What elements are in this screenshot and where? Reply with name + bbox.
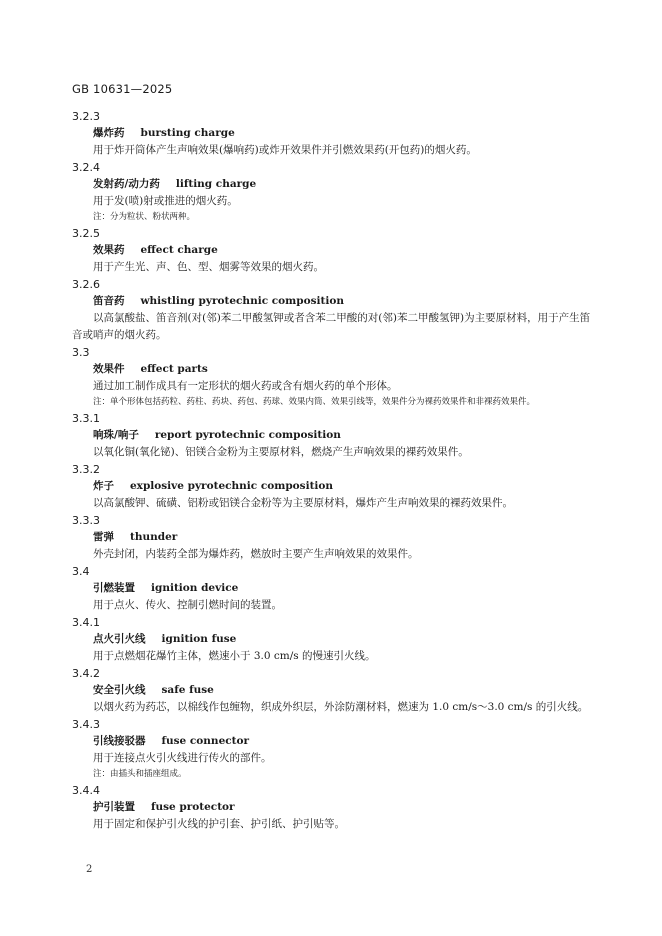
clause-number: 3.3 [72, 346, 90, 359]
term-note: 注：单个形体包括药粒、药柱、药块、药包、药球、效果内筒、效果引线等，效果件分为裸药效果件和非裸药效果件。 [93, 397, 536, 407]
clause-number: 3.4 [72, 565, 90, 578]
term-heading [72, 682, 592, 699]
clause-number: 3.3.3 [72, 514, 100, 527]
term-entry [72, 665, 592, 716]
term-chinese: 安全引火线 [93, 684, 146, 696]
term-heading [72, 427, 592, 444]
term-chinese: 雷弹 [93, 531, 114, 543]
term-english: ignition device [151, 582, 239, 594]
term-chinese: 笛音药 [93, 295, 125, 307]
term-entry [72, 512, 592, 563]
term-heading [72, 361, 592, 378]
term-heading [72, 580, 592, 597]
clause-number: 3.2.4 [72, 161, 100, 174]
term-note: 注：由插头和插座组成。 [93, 769, 187, 779]
term-chinese: 护引装置 [93, 801, 135, 813]
term-english: bursting charge [140, 127, 235, 139]
term-chinese: 发射药/动力药 [93, 178, 160, 190]
term-english: effect charge [140, 244, 218, 256]
term-english: ignition fuse [161, 633, 237, 645]
term-definition: 用于发(喷)射或推进的烟火药。 [93, 195, 238, 207]
clause-number: 3.4.1 [72, 616, 100, 629]
clause-number: 3.4.3 [72, 718, 100, 731]
term-chinese: 效果药 [93, 244, 125, 256]
term-english: lifting charge [175, 178, 257, 190]
term-chinese: 引线接驳器 [93, 735, 146, 747]
term-heading [72, 733, 592, 750]
term-entry [72, 159, 592, 225]
term-entry [72, 344, 592, 410]
term-entry [72, 225, 592, 276]
term-heading [72, 799, 592, 816]
clause-number: 3.3.1 [72, 412, 100, 425]
term-english: fuse protector [151, 801, 235, 813]
term-entry [72, 782, 592, 833]
term-entry [72, 614, 592, 665]
clause-number: 3.2.6 [72, 278, 100, 291]
term-english: safe fuse [161, 684, 214, 696]
term-definition: 用于产生光、声、色、型、烟雾等效果的烟火药。 [93, 261, 324, 273]
term-chinese: 炸子 [93, 480, 114, 492]
term-heading [72, 293, 592, 310]
term-definition: 用于点火、传火、控制引燃时间的装置。 [93, 599, 282, 611]
term-heading [72, 631, 592, 648]
term-heading [72, 529, 592, 546]
term-english: explosive pyrotechnic composition [130, 480, 334, 492]
term-heading [72, 125, 592, 142]
term-chinese: 点火引火线 [93, 633, 146, 645]
term-entry [72, 276, 592, 344]
term-definition: 以氧化铜(氧化铋)、铝镁合金粉为主要原材料，燃烧产生声响效果的裸药效果件。 [93, 446, 469, 458]
term-definition: 用于点燃烟花爆竹主体，燃速小于 3.0 cm/s 的慢速引火线。 [93, 650, 376, 662]
term-chinese: 爆炸药 [93, 127, 125, 139]
term-definition: 用于固定和保护引火线的护引套、护引纸、护引贴等。 [93, 818, 345, 830]
term-chinese: 响珠/响子 [93, 429, 139, 441]
term-english: effect parts [140, 363, 208, 375]
term-english: thunder [130, 531, 178, 543]
term-heading [72, 478, 592, 495]
term-definition: 通过加工制作成具有一定形状的烟火药或含有烟火药的单个形体。 [93, 380, 398, 392]
term-definition: 以高氯酸钾、硫磺、铝粉或铝镁合金粉等为主要原材料，爆炸产生声响效果的裸药效果件。 [93, 497, 513, 509]
term-definition: 以烟火药为药芯，以棉线作包缠物，织成外织层，外涂防潮材料，燃速为 1.0 cm/s～3.0 cm/s 的引火线。 [93, 701, 589, 713]
clause-number: 3.3.2 [72, 463, 100, 476]
clause-number: 3.4.2 [72, 667, 100, 680]
term-definition: 以高氯酸盐、笛音剂(对(邻)苯二甲酸氢钾或者含苯二甲酸的对(邻)苯二甲酸氢钾)为主要原材料，用于产生笛音或哨声的烟火药。 [72, 312, 591, 341]
term-entry [72, 716, 592, 782]
clause-number: 3.2.3 [72, 110, 100, 123]
term-heading [72, 242, 592, 259]
terms-list [72, 108, 592, 833]
term-note: 注：分为粒状、粉状两种。 [93, 212, 196, 222]
standard-header: GB 10631—2025 [72, 82, 173, 96]
page-number: 2 [86, 864, 93, 875]
term-heading [72, 176, 592, 193]
term-chinese: 引燃装置 [93, 582, 135, 594]
term-chinese: 效果件 [93, 363, 125, 375]
clause-number: 3.2.5 [72, 227, 100, 240]
term-definition: 用于连接点火引火线进行传火的部件。 [93, 752, 272, 764]
term-entry [72, 108, 592, 159]
term-english: report pyrotechnic composition [154, 429, 341, 441]
term-definition: 用于炸开筒体产生声响效果(爆响药)或炸开效果件并引燃效果药(开包药)的烟火药。 [93, 144, 477, 156]
term-english: fuse connector [161, 735, 250, 747]
term-english: whistling pyrotechnic composition [140, 295, 344, 307]
clause-number: 3.4.4 [72, 784, 100, 797]
term-definition: 外壳封闭，内装药全部为爆炸药，燃放时主要产生声响效果的效果件。 [93, 548, 419, 560]
term-entry [72, 410, 592, 461]
term-entry [72, 563, 592, 614]
term-entry [72, 461, 592, 512]
